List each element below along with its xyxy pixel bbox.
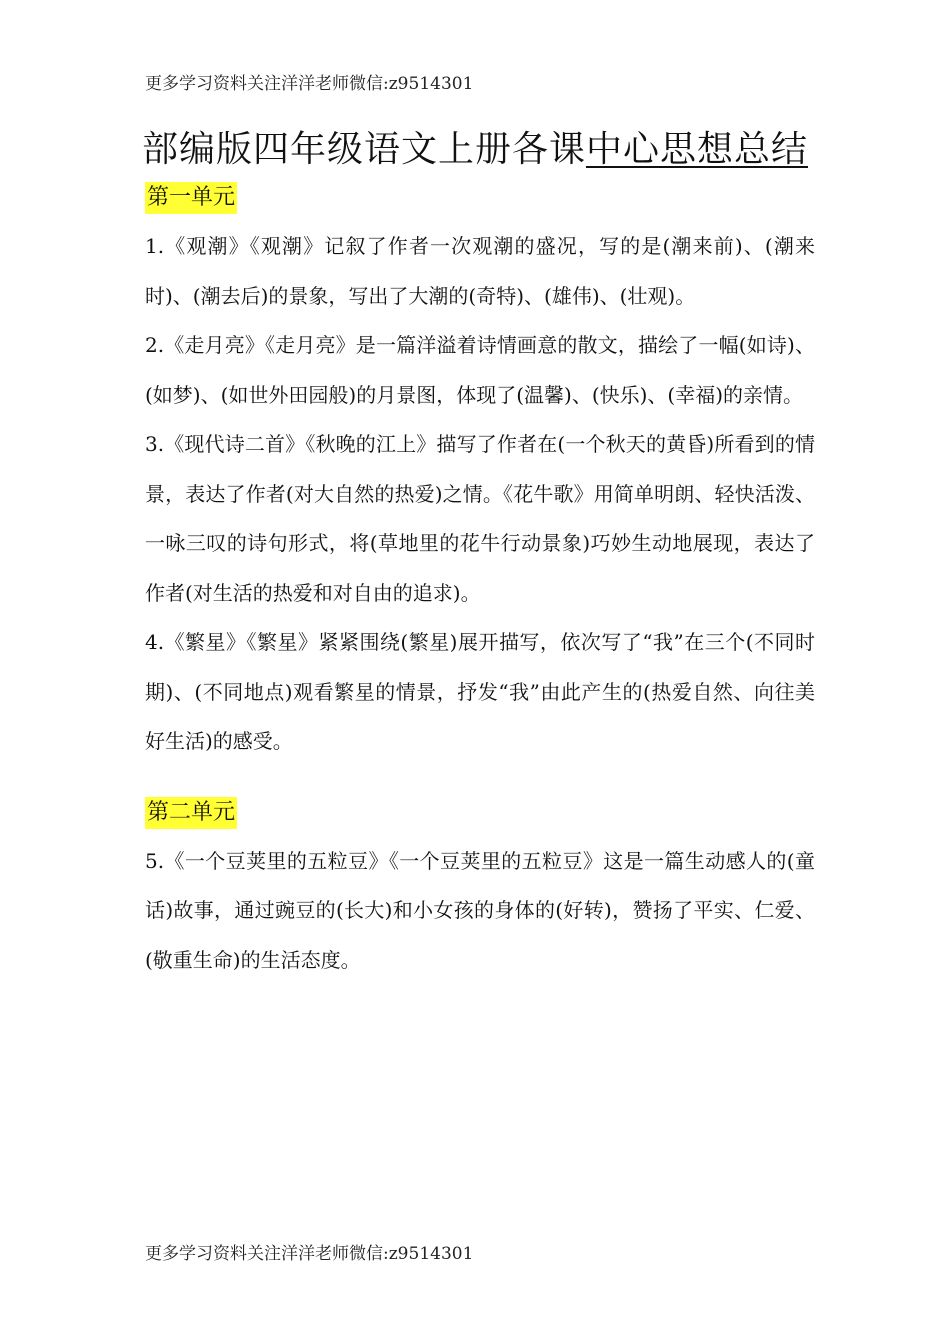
document-body (145, 178, 815, 985)
lesson-entry: 4.《繁星》《繁星》紧紧围绕(繁星)展开描写，依次写了“我”在三个(不同时期)、(不同地点)观看繁星的情景，抒发“我”由此产生的(热爱自然、向往美好生活)的感受。 (145, 630, 815, 753)
lesson-entry: 3.《现代诗二首》《秋晚的江上》描写了作者在(一个秋天的黄昏)所看到的情景，表达了作者(对大自然的热爱)之情。《花牛歌》用简单明朗、轻快活泼、一咏三叹的诗句形式，将(草地里的花牛行动景象)巧妙生动地展现，表达了作者(对生活的热爱和对自由的追求)。 (145, 432, 815, 605)
title-underlined: 中心思想总结 (586, 129, 809, 170)
lesson-entry: 5.《一个豆荚里的五粒豆》《一个豆荚里的五粒豆》这是一篇生动感人的(童话)故事，通过豌豆的(长大)和小女孩的身体的(好转)，赞扬了平实、仁爱、(敬重生命)的生活态度。 (145, 848, 815, 972)
footer-note: 更多学习资料关注洋洋老师微信:z9514301 (145, 1244, 474, 1264)
title-plain: 部编版四年级语文上册各课 (141, 129, 586, 170)
unit-heading: 第一单元 (145, 182, 237, 214)
lesson-entry: 1.《观潮》《观潮》记叙了作者一次观潮的盛况，写的是(潮来前)、(潮来时)、(潮去后)的景象，写出了大潮的(奇特)、(雄伟)、(壮观)。 (145, 234, 815, 308)
unit-section-2 (145, 767, 815, 986)
header-note: 更多学习资料关注洋洋老师微信:z9514301 (145, 74, 474, 94)
lesson-entry: 2.《走月亮》《走月亮》是一篇洋溢着诗情画意的散文，描绘了一幅(如诗)、(如梦)、(如世外田园般)的月景图，体现了(温馨)、(快乐)、(幸福)的亲情。 (145, 333, 815, 407)
unit-heading: 第二单元 (145, 797, 237, 829)
document-title (0, 124, 950, 176)
unit-section-1 (145, 178, 815, 767)
